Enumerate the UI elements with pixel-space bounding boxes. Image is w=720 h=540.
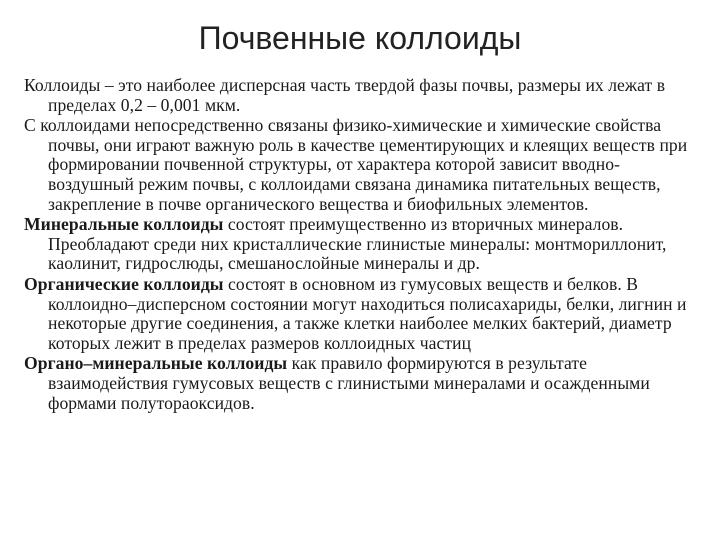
- paragraph-text: как правило формируются в результате взаимодействия гумусовых веществ с глинистыми минералами и осажденными формами полутораоксидов.: [48, 353, 650, 413]
- paragraph-properties: [24, 116, 704, 214]
- paragraph-organo-mineral-colloids: [24, 354, 704, 413]
- term-organic-colloids: Органические коллоиды: [24, 273, 224, 294]
- paragraph-text: состоят в основном из гумусовых веществ и белков. В коллоидно–дисперсном состоянии могут находиться полисахариды, белки, лигнин и некоторые другие соединения, а также клетки наиболее мелких бактерий, диаметр которых лежит в пределах размеров коллоидных частиц: [48, 273, 687, 353]
- paragraph-definition: [24, 76, 704, 115]
- paragraph-organic-colloids: [24, 275, 704, 353]
- term-mineral-colloids: Минеральные коллоиды: [24, 214, 224, 235]
- slide-content: [24, 76, 704, 414]
- paragraph-text: Коллоиды – это наиболее дисперсная часть твердой фазы почвы, размеры их лежат в пределах 0,2 – 0,001 мкм.: [24, 75, 666, 115]
- paragraph-text: состоят преимущественно из вторичных минералов. Преобладают среди них кристаллические глинистые минералы: монтмориллонит, каолинит, гидрослюды, смешанослойные минералы и др.: [48, 214, 667, 274]
- slide-title: Почвенные коллоиды: [198, 20, 522, 56]
- term-organo-mineral-colloids: Органо–минеральные коллоиды: [24, 353, 288, 374]
- paragraph-text: С коллоидами непосредственно связаны физико-химические и химические свойства почвы, они играют важную роль в качестве цементирующих и клеящих веществ при формировании почвенной структуры, от характера которой зависит вводно-воздушный режим почвы, с коллоидами связана динамика питательных веществ, закрепление в почве органического вещества и биофильных элементов.: [24, 115, 688, 214]
- paragraph-mineral-colloids: [24, 215, 704, 274]
